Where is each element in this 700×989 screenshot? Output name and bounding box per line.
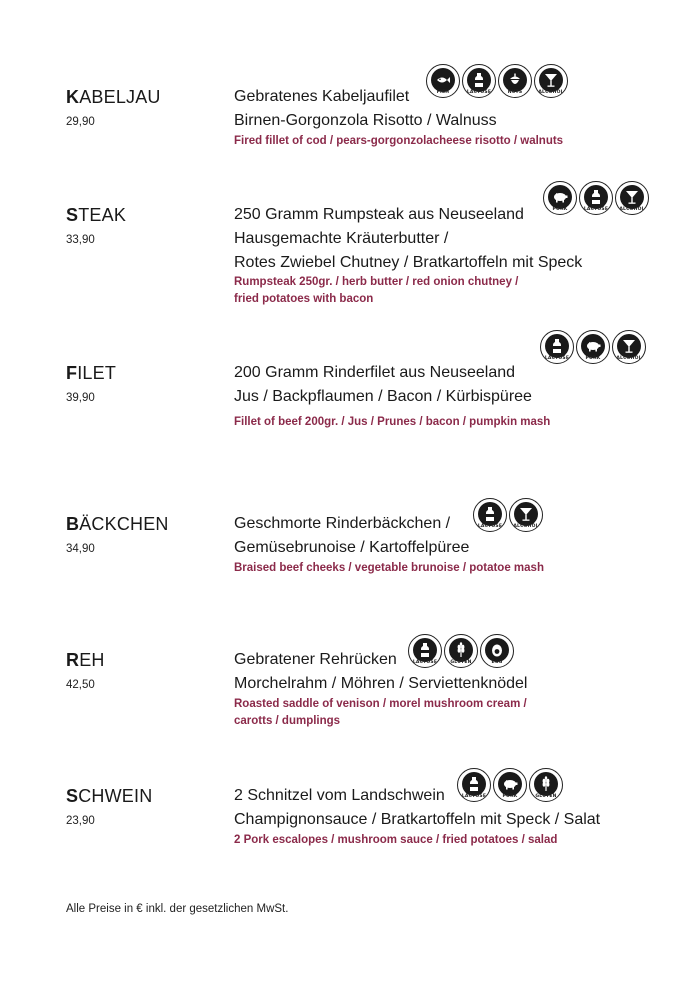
allergen-label: PORK [502, 794, 518, 799]
dish-name-initial: S [66, 205, 79, 225]
dish-description-line: 250 Gramm Rumpsteak aus Neuseeland [234, 206, 524, 223]
cocktail-glass-icon [615, 181, 649, 215]
dish-description-line: Gemüsebrunoise / Kartoffelpüree [234, 539, 470, 556]
allergen-label: PORK [585, 356, 601, 361]
dish-name-rest: CHWEIN [78, 786, 153, 806]
milk-bottle-icon [462, 64, 496, 98]
dish-name-initial: R [66, 650, 80, 670]
dish-name-initial: F [66, 363, 78, 383]
allergen-label: EGG [491, 660, 503, 665]
dish-name-rest: ILET [77, 363, 117, 383]
dish-price: 33,90 [66, 234, 95, 246]
milk-bottle-icon [579, 181, 613, 215]
allergen-label: LACTOSE [477, 524, 503, 529]
allergen-label: LACTOSE [461, 794, 487, 799]
dish-name-initial: K [66, 87, 80, 107]
dish-translation-line: Fired fillet of cod / pears-gorgonzolacheese risotto / walnuts [234, 135, 564, 147]
dish-price: 29,90 [66, 116, 95, 128]
dish-name-rest: ÄCKCHEN [79, 514, 169, 534]
dish-description-line: Jus / Backpflaumen / Bacon / Kürbispüree [234, 388, 532, 405]
allergen-label: LACTOSE [466, 90, 492, 95]
dish-price: 23,90 [66, 815, 95, 827]
dish-description-line: Birnen-Gorgonzola Risotto / Walnuss [234, 112, 497, 129]
dish-description-line: Champignonsauce / Bratkartoffeln mit Speck / Salat [234, 811, 601, 828]
dish-price: 34,90 [66, 543, 95, 555]
pig-icon [576, 330, 610, 364]
allergen-label: LACTOSE [583, 207, 609, 212]
dish-name [66, 205, 126, 226]
dish-description-line: Rotes Zwiebel Chutney / Bratkartoffeln mit Speck [234, 254, 583, 271]
dish-name-initial: S [66, 786, 79, 806]
dish-description-line: Hausgemachte Kräuterbutter / [234, 230, 449, 247]
allergen-icons [457, 768, 563, 802]
dish-price: 39,90 [66, 392, 95, 404]
dish-description-line: Geschmorte Rinderbäckchen / [234, 515, 451, 532]
allergen-label: NUTS [507, 90, 523, 95]
allergen-icons [543, 181, 649, 215]
dish-name-rest: TEAK [78, 205, 127, 225]
dish-description-line: Gebratenes Kabeljaufilet [234, 88, 410, 105]
dish-name-initial: B [66, 514, 80, 534]
milk-bottle-icon [540, 330, 574, 364]
dish-name [66, 650, 105, 671]
pig-icon [493, 768, 527, 802]
cocktail-glass-icon [509, 498, 543, 532]
allergen-icons [540, 330, 646, 364]
dish-translation-line: carotts / dumplings [234, 715, 341, 727]
dish-description-line: Morchelrahm / Möhren / Serviettenknödel [234, 675, 528, 692]
milk-bottle-icon [457, 768, 491, 802]
dish-description-line: 2 Schnitzel vom Landschwein [234, 787, 445, 804]
allergen-label: LACTOSE [544, 356, 570, 361]
dish-name [66, 363, 116, 384]
cocktail-glass-icon [612, 330, 646, 364]
dish-translation-line: Rumpsteak 250gr. / herb butter / red onion chutney / [234, 276, 519, 288]
dish-name [66, 786, 152, 807]
allergen-label: ALCOHOL [616, 356, 642, 361]
dish-name [66, 514, 169, 535]
wheat-icon [529, 768, 563, 802]
dish-description-line: Gebratener Rehrücken [234, 651, 397, 668]
milk-bottle-icon [473, 498, 507, 532]
dish-name-rest: ABELJAU [79, 87, 161, 107]
dish-name [66, 87, 161, 108]
wheat-icon [444, 634, 478, 668]
dish-translation-line: fried potatoes with bacon [234, 293, 374, 305]
pig-icon [543, 181, 577, 215]
dish-name-rest: EH [79, 650, 105, 670]
allergen-label: PORK [552, 207, 568, 212]
nut-icon [498, 64, 532, 98]
allergen-label: ALCOHOL [538, 90, 564, 95]
allergen-label: FISH [436, 90, 450, 95]
allergen-icons [426, 64, 568, 98]
allergen-icons [473, 498, 543, 532]
egg-icon [480, 634, 514, 668]
dish-translation-line: Braised beef cheeks / vegetable brunoise / potatoe mash [234, 562, 544, 574]
fish-icon [426, 64, 460, 98]
allergen-label: ALCOHOL [513, 524, 539, 529]
allergen-label: GLUTEN [450, 660, 472, 665]
price-note: Alle Preise in € inkl. der gesetzlichen MwSt. [66, 903, 289, 915]
allergen-label: GLUTEN [535, 794, 557, 799]
cocktail-glass-icon [534, 64, 568, 98]
milk-bottle-icon [408, 634, 442, 668]
dish-translation-line: 2 Pork escalopes / mushroom sauce / fried potatoes / salad [234, 834, 558, 846]
allergen-icons [408, 634, 514, 668]
dish-translation-line: Roasted saddle of venison / morel mushroom cream / [234, 698, 527, 710]
dish-price: 42,50 [66, 679, 95, 691]
dish-translation-line: Fillet of beef 200gr. / Jus / Prunes / bacon / pumpkin mash [234, 416, 551, 428]
allergen-label: ALCOHOL [619, 207, 645, 212]
dish-description-line: 200 Gramm Rinderfilet aus Neuseeland [234, 364, 516, 381]
allergen-label: LACTOSE [412, 660, 438, 665]
